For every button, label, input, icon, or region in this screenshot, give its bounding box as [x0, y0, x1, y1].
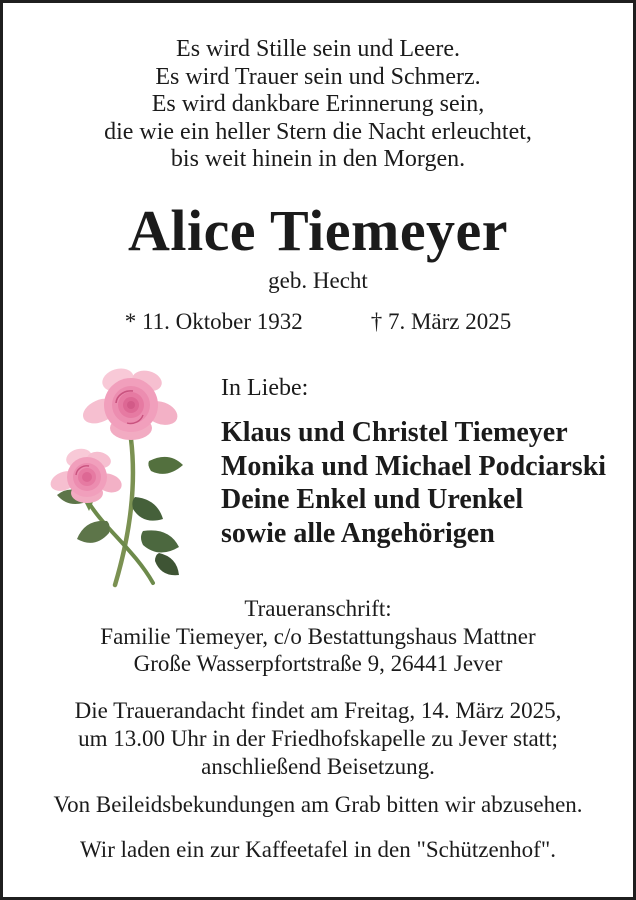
condolence-note: Von Beileidsbekundungen am Grab bitten wir abzusehen. [53, 792, 583, 817]
death-date: † 7. März 2025 [370, 309, 512, 334]
address-line: Familie Tiemeyer, c/o Bestattungshaus Mattner [100, 623, 536, 649]
poem-line: Es wird dankbare Erinnerung sein, [151, 91, 485, 117]
maiden-name: geb. Hecht [268, 268, 368, 293]
mourning-address [3, 595, 633, 678]
poem-line: die wie ein heller Stern die Nacht erleuchtet, [104, 118, 532, 145]
memorial-poem [3, 36, 633, 174]
life-dates [3, 309, 633, 335]
poem-line: bis weit hinein in den Morgen. [170, 146, 466, 172]
poem-line: Es wird Trauer sein und Schmerz. [155, 63, 481, 90]
invitation-note: Wir laden ein zur Kaffeetafel in den "Schützenhof". [80, 837, 556, 862]
mourners-list [221, 416, 606, 550]
mourner-line: Klaus und Christel Tiemeyer [221, 417, 568, 448]
address-heading: Traueranschrift: [244, 596, 392, 621]
service-line: Die Trauerandacht findet am Freitag, 14. März 2025, [74, 698, 562, 723]
pink-roses-image [39, 363, 221, 591]
address-line: Große Wasserpfortstraße 9, 26441 Jever [133, 651, 503, 676]
service-line: um 13.00 Uhr in der Friedhofskapelle zu Jever statt; [78, 726, 558, 751]
birth-date: * 11. Oktober 1932 [124, 309, 303, 334]
service-line: anschließend Beisetzung. [201, 754, 435, 779]
service-info [3, 697, 633, 781]
poem-line: Es wird Stille sein und Leere. [176, 36, 460, 62]
mourner-line: sowie alle Angehörigen [221, 517, 495, 549]
mourner-line: Monika und Michael Podciarski [221, 450, 607, 482]
deceased-name: Alice Tiemeyer [127, 198, 509, 263]
salutation: In Liebe: [221, 375, 309, 401]
mourner-line: Deine Enkel und Urenkel [221, 484, 524, 515]
